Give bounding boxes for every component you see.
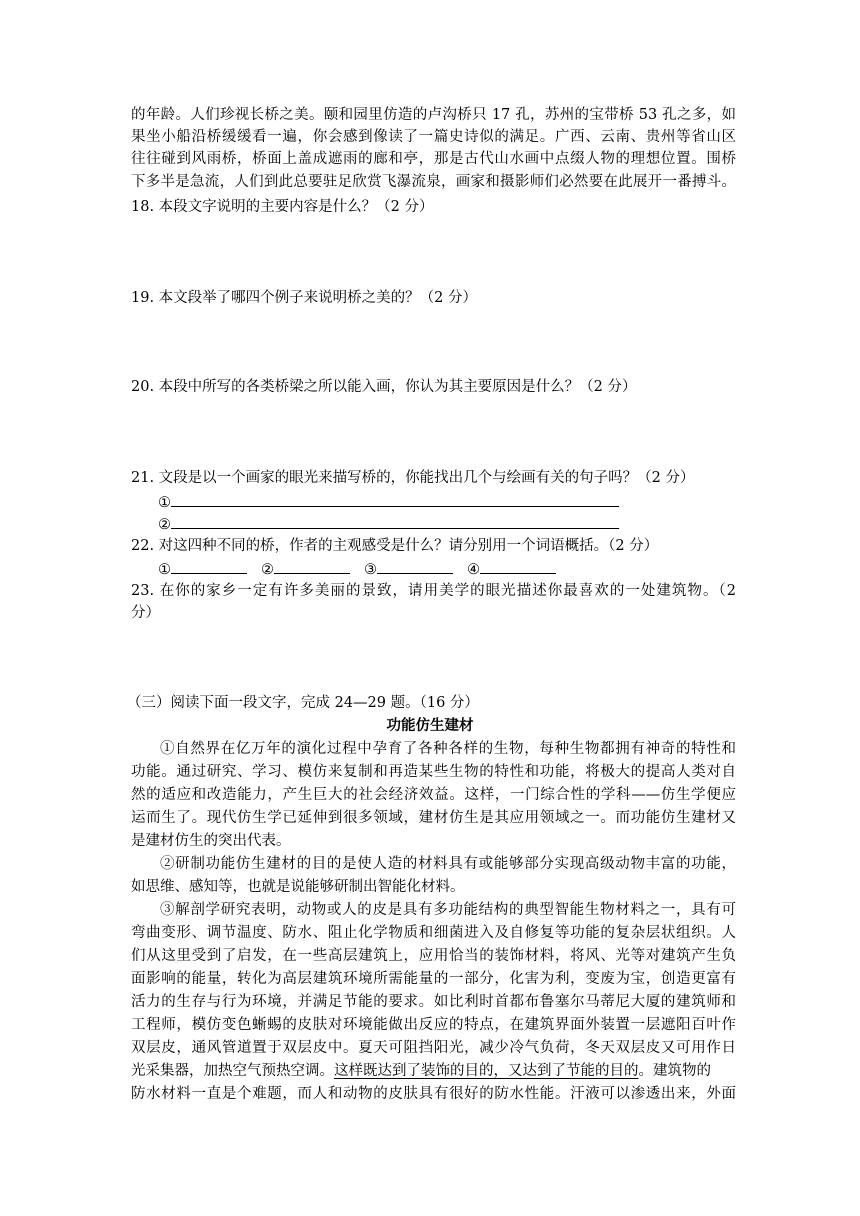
paragraph-text: 。建筑物的 (638, 1063, 711, 1079)
paragraph-line: ③解剖学研究表明，动物或人的皮是具有多功能结构的典型智能生物材料之一，具有可 (160, 902, 736, 918)
question-23-cont: 分） (131, 605, 160, 621)
blank-marker: ③ (364, 562, 377, 578)
passage-line: 果坐小船沿桥缓缓看一遍，你会感到像读了一篇史诗似的满足。广西、云南、贵州等省山区 (131, 129, 736, 145)
passage-line: 下多半是急流，人们到此总要驻足欣赏飞瀑流泉，画家和摄影师们必然要在此展开一番搏斗。 (131, 174, 736, 190)
answer-blank[interactable] (171, 512, 619, 529)
answer-blank[interactable] (274, 557, 350, 574)
paragraph-line: 如思维、感知等，也就是说能够研制出智能化材料。 (131, 879, 465, 895)
answer-row-22 (158, 557, 556, 579)
article-title: 功能仿生建材 (386, 718, 474, 734)
paragraph-line: 是建材仿生的突出代表。 (131, 833, 291, 849)
question-22: 22. 对这四种不同的桥，作者的主观感受是什么？请分别用一个词语概括。（2 分） (131, 538, 659, 554)
answer-row-21-1 (158, 490, 619, 512)
paragraph-line: 活力的生存与行为环境，并满足节能的要求。如比利时首都布鲁塞尔马蒂尼大厦的建筑师和 (131, 994, 736, 1010)
question-21: 21. 文段是以一个画家的眼光来描写桥的，你能找出几个与绘画有关的句子吗？（2 分） (131, 470, 695, 486)
question-18: 18. 本段文字说明的主要内容是什么？（2 分） (131, 199, 434, 215)
underlined-sentence: 这样既达到了装饰的目的，又达到了节能的目的 (334, 1063, 639, 1079)
paragraph-line: 面影响的能量，转化为高层建筑环境所需能量的一部分，化害为利，变废为宝，创造更富有 (131, 971, 736, 987)
blank-marker: ② (261, 562, 274, 578)
paragraph-line: 运而生了。现代仿生学已延伸到很多领域，建材仿生是其应用领域之一。而功能仿生建材又 (131, 810, 736, 826)
paragraph-line-mixed (131, 1060, 736, 1082)
passage-line: 往往碰到风雨桥，桥面上盖成遮雨的廊和亭，那是古代山水画中点缀人物的理想位置。围桥 (131, 151, 736, 167)
paragraph-line: 们从这里受到了启发，在一些高层建筑上，应用恰当的装饰材料，将风、光等对建筑产生负 (131, 948, 736, 964)
paragraph-line: 然的适应和改造能力，产生巨大的社会经济效益。这样，一门综合性的学科——仿生学便应 (131, 787, 736, 803)
blank-marker: ② (158, 517, 171, 533)
question-23: 23. 在你的家乡一定有许多美丽的景致，请用美学的眼光描述你最喜欢的一处建筑物。（2 (131, 583, 736, 599)
paragraph-text: 光采集器，加热空气预热空调。 (131, 1063, 334, 1079)
answer-blank[interactable] (171, 557, 247, 574)
paragraph-line: 工程师，模仿变色蜥蜴的皮肤对环境能做出反应的特点，在建筑界面外装置一层遮阳百叶作 (131, 1017, 736, 1033)
answer-row-21-2 (158, 512, 619, 534)
section-heading: （三）阅读下面一段文字，完成 24—29 题。（16 分） (127, 695, 479, 711)
passage-line: 的年龄。人们珍视长桥之美。颐和园里仿造的卢沟桥只 17 孔，苏州的宝带桥 53 孔之多，如 (131, 107, 736, 123)
paragraph-line: 功能。通过研究、学习、模仿来复制和再造某些生物的特性和功能，将极大的提高人类对自 (131, 764, 736, 780)
paragraph-line: 弯曲变形、调节温度、防水、阻止化学物质和细菌进入及自修复等功能的复杂层状组织。人 (131, 925, 736, 941)
paragraph-line: 双层皮，通风管道置于双层皮中。夏天可阻挡阳光，减少冷气负荷，冬天双层皮又可用作日 (131, 1040, 736, 1056)
paragraph-line: ①自然界在亿万年的演化过程中孕育了各种各样的生物，每种生物都拥有神奇的特性和 (160, 741, 736, 757)
blank-marker: ① (158, 495, 171, 511)
blank-marker: ④ (467, 562, 480, 578)
answer-blank[interactable] (171, 490, 619, 507)
blank-marker: ① (158, 562, 171, 578)
question-19: 19. 本文段举了哪四个例子来说明桥之美的？（2 分） (131, 290, 478, 306)
paragraph-line: 防水材料一直是个难题，而人和动物的皮肤具有很好的防水性能。汗液可以渗透出来，外面 (131, 1086, 736, 1102)
question-20: 20. 本段中所写的各类桥梁之所以能入画，你认为其主要原因是什么？（2 分） (131, 379, 637, 395)
paragraph-line: ②研制功能仿生建材的目的是使人造的材料具有或能够部分实现高级动物丰富的功能， (160, 856, 736, 872)
answer-blank[interactable] (377, 557, 453, 574)
answer-blank[interactable] (480, 557, 556, 574)
